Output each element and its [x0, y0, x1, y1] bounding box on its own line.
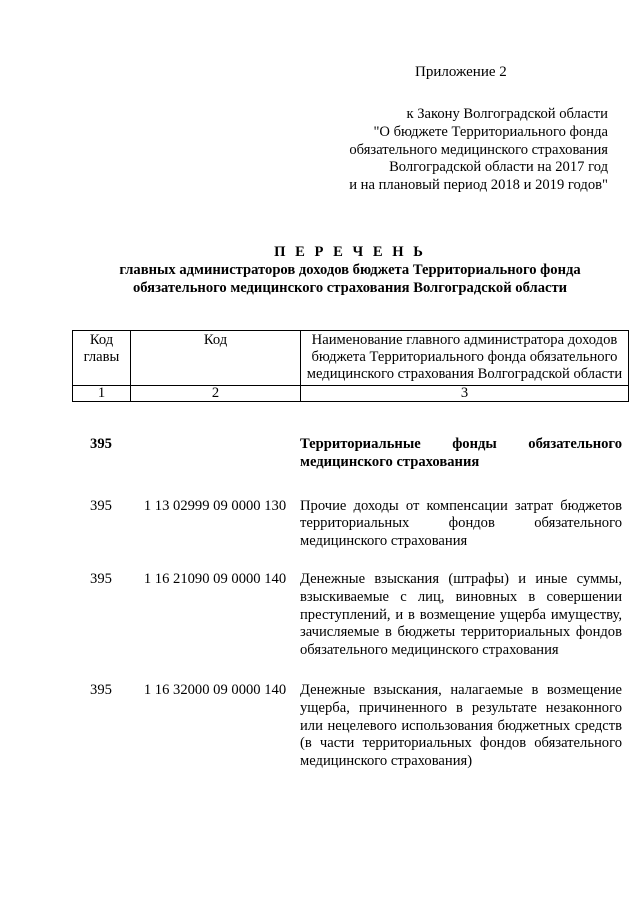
law-line: и на плановый период 2018 и 2019 годов": [349, 177, 608, 194]
row-name: Денежные взыскания, налагаемые в возмещение ущерба, причиненного в результате незаконного или нецелевого использования бюджетных средств (в части территориальных фондов обязательного медицинского страхования): [300, 681, 622, 770]
column-number: 3: [301, 385, 629, 401]
column-number: 1: [73, 385, 131, 401]
column-number: 2: [131, 385, 301, 401]
law-reference: [318, 106, 608, 195]
table-row: [72, 498, 628, 551]
row-name: Территориальные фонды обязательного медицинского страхования: [300, 436, 622, 470]
row-chapter: 395: [90, 497, 112, 514]
row-code: 1 16 21090 09 0000 140: [143, 570, 287, 587]
title-line: обязательного медицинского страхования Волгоградской области: [132, 279, 568, 296]
table-header: [72, 330, 629, 402]
row-name: Прочие доходы от компенсации затрат бюджетов территориальных фондов обязательного медицинского страхования: [300, 497, 622, 550]
table-body: [72, 436, 628, 771]
law-line: Волгоградской области на 2017 год: [389, 159, 608, 176]
table-row: [72, 682, 628, 771]
row-chapter: 395: [90, 681, 112, 698]
title-line: главных администраторов доходов бюджета Территориального фонда: [119, 261, 581, 278]
header-administrator-name: Наименование главного администратора доходов бюджета Территориального фонда обязательного медицинского страхования Волгоградской области: [301, 331, 629, 386]
title-main: П Е Р Е Ч Е Н Ь: [274, 244, 426, 260]
law-line: к Закону Волгоградской области: [406, 106, 608, 122]
row-chapter: 395: [90, 570, 112, 587]
row-chapter: 395: [90, 436, 112, 452]
row-code: 1 16 32000 09 0000 140: [143, 681, 287, 698]
table-row: [72, 571, 628, 660]
row-name: Денежные взыскания (штрафы) и иные суммы, взыскиваемые с лиц, виновных в совершении преступлений, и в возмещение ущерба имуществу, зачисляемые в бюджеты территориальных фондов обязательного медицинского страхования: [300, 570, 622, 659]
table-row: [72, 436, 628, 472]
document-title: [80, 244, 620, 297]
header-code: Код: [131, 331, 301, 386]
law-line: обязательного медицинского страхования: [349, 141, 608, 158]
appendix-label: Приложение 2: [415, 64, 507, 80]
law-line: "О бюджете Территориального фонда: [373, 123, 608, 140]
row-code: 1 13 02999 09 0000 130: [143, 497, 287, 514]
header-chapter-code: Код главы: [73, 331, 131, 386]
